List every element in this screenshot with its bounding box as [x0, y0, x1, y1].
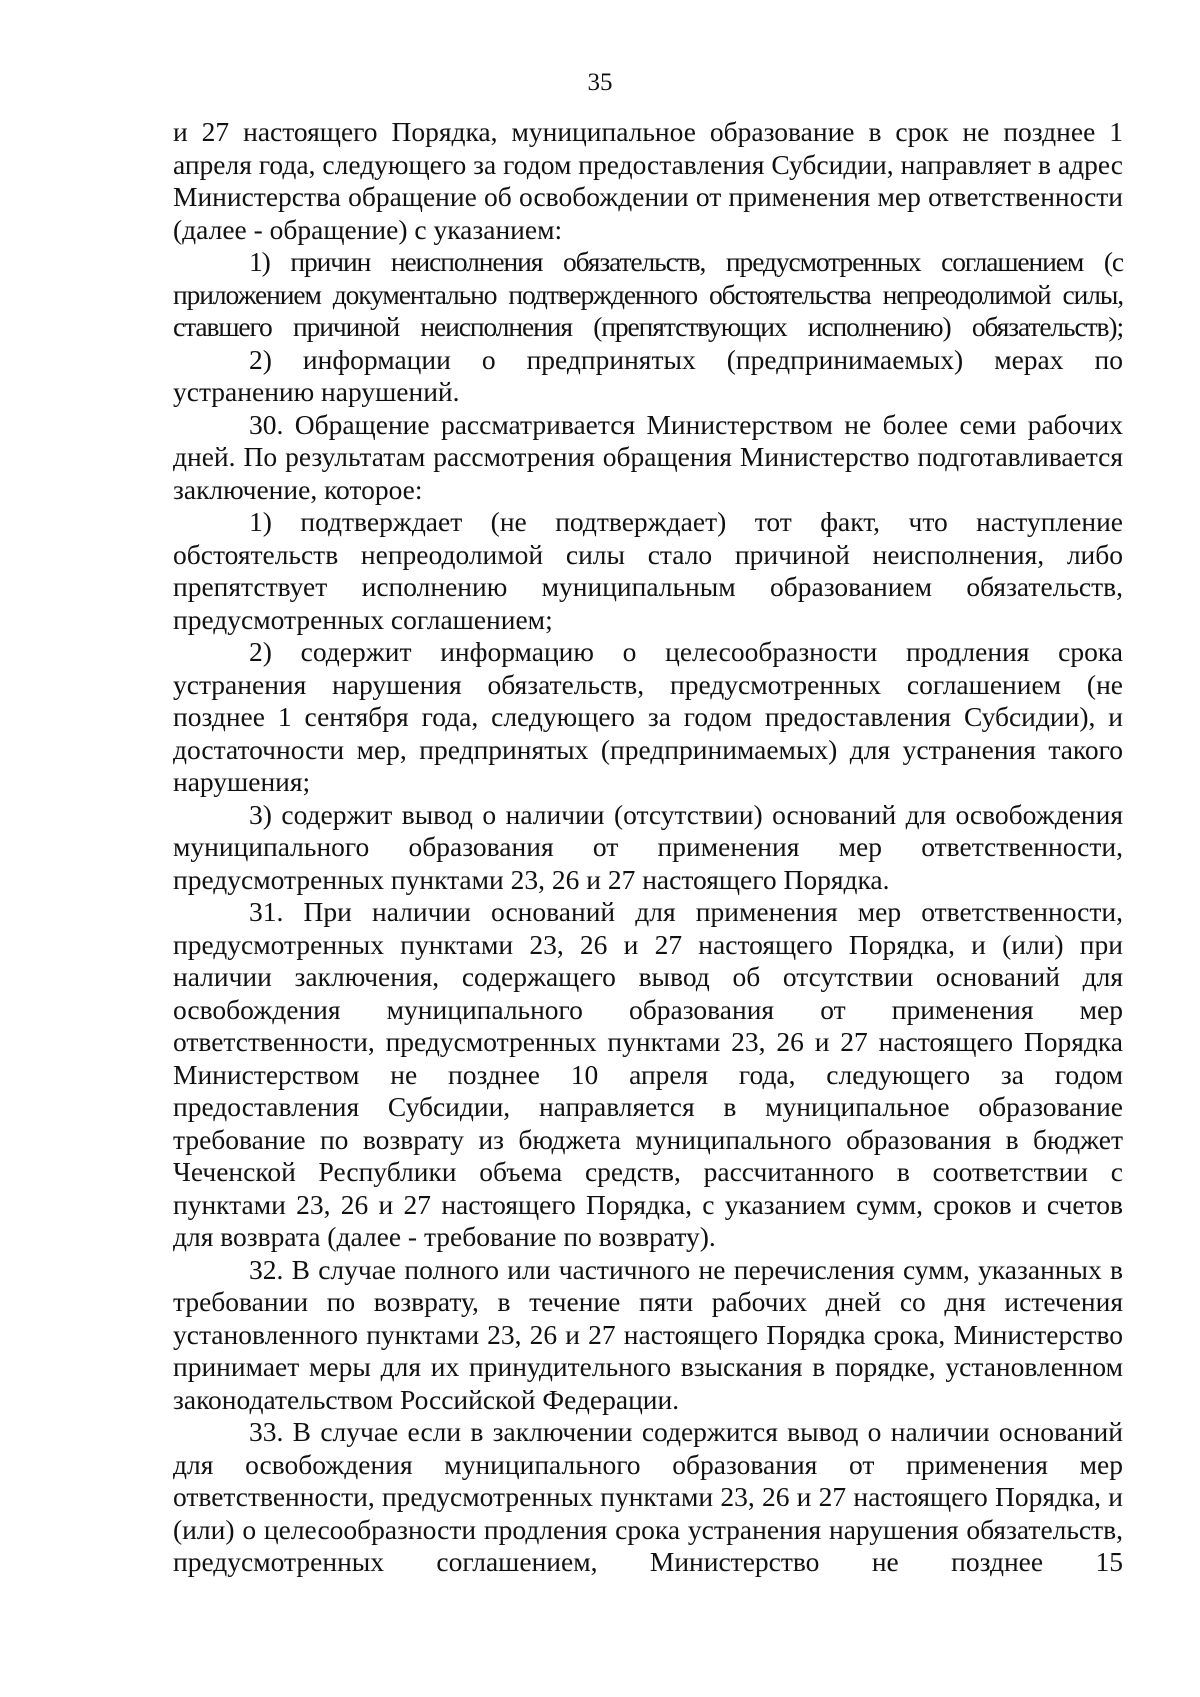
text-line: нарушения; [173, 766, 311, 797]
text-line: Чеченской Республики объема средств, рассчитанного в соответствии с [173, 1156, 1123, 1187]
text-line: 31. При наличии оснований для применения мер ответственности, [249, 896, 1123, 927]
text-line: для возврата (далее - требование по возврату). [173, 1221, 716, 1252]
text-line: заключение, которое: [173, 473, 423, 505]
text-line: предусмотренных пунктами 23, 26 и 27 настоящего Порядка. [173, 863, 890, 895]
text-line: (с приложением документально подтвержденного обстоятельства непреодолимой [173, 246, 1123, 310]
text-line: предусмотренных соглашением; [173, 603, 553, 635]
text-line: адрес Министерства обращение об освобождении от применения мер [173, 148, 1123, 212]
text-line: апреля года, следующего за годом предоставления Субсидии, направляет в [173, 148, 1051, 180]
text-line: Министерством не позднее 10 апреля года, следующего за годом [173, 1058, 1123, 1090]
paragraph-continuation [173, 116, 1123, 246]
text-line: 2) информации о предпринятых (предпринимаемых) мерах по устранению [173, 343, 1123, 407]
text-line: предусмотренных пунктами 23, 26 и 27 настоящего Порядка, и (или) при [173, 928, 1123, 960]
paragraph-31 [173, 896, 1123, 1254]
text-line: 33. В случае если в заключении содержится вывод о наличии оснований [249, 1416, 1123, 1447]
text-line: и 27 настоящего Порядка, муниципальное образование в срок не позднее 1 [173, 116, 1123, 147]
text-line: достаточности мер, предпринятых (предпринимаемых) для устранения такого [173, 733, 1123, 765]
text-line: требование по возврату из бюджета муниципального образования в бюджет [173, 1123, 1123, 1155]
paragraph-30-item-1 [173, 506, 1123, 636]
text-line: 1) подтверждает (не подтверждает) тот факт, что наступление [249, 506, 1123, 537]
paragraph-item-2-measures [173, 344, 1123, 409]
text-line: в требовании по возврату, в течение пяти рабочих дней со дня истечения [173, 1253, 1124, 1317]
paragraph-33 [173, 1416, 1123, 1579]
text-line: ответственности (далее - обращение) с указанием: [173, 181, 1124, 245]
text-line: ответственности, предусмотренных пунктами 23, 26 и 27 настоящего Порядка, [173, 1481, 1102, 1512]
text-line: 1) причин неисполнения обязательств, предусмотренных соглашением [249, 246, 1084, 277]
page-number: 35 [587, 69, 613, 96]
text-line: освобождения муниципального образования от применения мер [173, 993, 1123, 1025]
text-line: ответственности, предусмотренных пунктами 23, 26 и 27 настоящего Порядка [173, 1026, 1123, 1057]
text-line: и (или) о целесообразности продления срока устранения нарушения [173, 1481, 1124, 1545]
text-line: пунктами 23, 26 и 27 настоящего Порядка, с указанием сумм, сроков и счетов [173, 1188, 1123, 1220]
text-line: обстоятельств непреодолимой силы стало причиной неисполнения, либо [173, 538, 1123, 570]
paragraph-30 [173, 409, 1123, 507]
text-line: муниципального образования от применения мер ответственности, [173, 831, 1123, 862]
document-body [173, 116, 1123, 1579]
text-line: 2) содержит информацию о целесообразности продления срока [249, 636, 1123, 667]
text-line: дней. По результатам рассмотрения обращения Министерство подготавливается [173, 441, 1123, 472]
text-line: наличии заключения, содержащего вывод об отсутствии оснований для [173, 961, 1123, 992]
paragraph-item-1-reasons [173, 246, 1123, 344]
text-line: обязательств, предусмотренных соглашением, Министерство не позднее 15 [173, 1513, 1123, 1577]
text-line: 30. Обращение рассматривается Министерством не более семи рабочих [249, 408, 1123, 440]
text-line: позднее 1 сентября года, следующего за годом предоставления Субсидии), и [173, 701, 1123, 732]
text-line: Министерство принимает меры для их принудительного взыскания в порядке, [173, 1318, 1124, 1382]
text-line: препятствует исполнению муниципальным образованием обязательств, [173, 571, 1123, 602]
text-line: установленном законодательством Российской Федерации. [173, 1351, 1124, 1415]
text-line: нарушений. [321, 376, 460, 407]
text-line: устранения нарушения обязательств, предусмотренных соглашением (не [173, 668, 1123, 700]
text-line: предоставления Субсидии, направляется в муниципальное образование [173, 1091, 1123, 1122]
text-line: установленного пунктами 23, 26 и 27 настоящего Порядка срока, [173, 1318, 946, 1350]
paragraph-32 [173, 1254, 1123, 1417]
text-line: силы, ставшего причиной неисполнения (препятствующих исполнению) обязательств); [173, 278, 1123, 342]
paragraph-30-item-2 [173, 636, 1123, 799]
text-line: для освобождения муниципального образования от применения мер [173, 1448, 1123, 1480]
paragraph-30-item-3 [173, 799, 1123, 897]
text-line: 3) содержит вывод о наличии (отсутствии) оснований для освобождения [249, 798, 1123, 830]
text-line: 32. В случае полного или частичного не перечисления сумм, указанных [249, 1253, 1102, 1285]
